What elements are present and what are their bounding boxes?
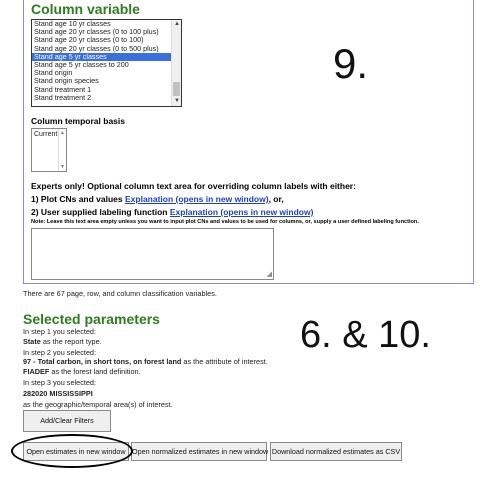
report-type-value: State	[23, 337, 41, 346]
listbox-option[interactable]: Stand age 10 yr classes	[34, 19, 111, 28]
temporal-scrollbar[interactable]	[58, 129, 66, 171]
attribute-line	[23, 357, 268, 366]
attribute-rest: as the attribute of interest.	[181, 357, 268, 366]
resize-grip-icon[interactable]: ◢	[266, 271, 272, 278]
temporal-basis-option[interactable]: Current	[34, 131, 58, 138]
step3-text: In step 3 you selected:	[23, 378, 97, 387]
column-labels-textarea[interactable]	[31, 228, 274, 280]
listbox-option[interactable]: Stand age 20 yr classes (0 to 100 plus)	[34, 27, 159, 37]
listbox-scrollbar[interactable]	[171, 20, 181, 106]
land-definition-value: FIADEF	[23, 367, 50, 376]
land-definition-line	[23, 367, 141, 376]
add-clear-filters-button[interactable]: Add/Clear Filters	[23, 410, 111, 432]
land-definition-rest: as the forest land definition.	[49, 367, 141, 376]
annotation-six-ten: 6. & 10.	[300, 314, 431, 356]
report-type-line	[23, 337, 102, 346]
item1-prefix: 1) Plot CNs and values	[31, 194, 125, 204]
temporal-basis-label: Column temporal basis	[31, 116, 125, 126]
item1-suffix: , or,	[268, 194, 284, 204]
scroll-up-icon[interactable]: ▲	[60, 130, 65, 136]
explanation-link-1[interactable]: Explanation (opens in new window)	[125, 194, 269, 204]
attribute-value: 97 - Total carbon, in short tons, on forest land	[23, 357, 182, 366]
scroll-down-icon[interactable]: ▼	[174, 98, 180, 104]
listbox-option[interactable]: Stand age 20 yr classes (0 to 500 plus)	[34, 43, 159, 53]
area-rest: as the geographic/temporal area(s) of interest.	[23, 400, 173, 409]
open-normalized-button[interactable]: Open normalized estimates in new window	[131, 442, 267, 461]
listbox-option[interactable]: Stand treatment 2	[34, 92, 92, 102]
area-code: 282020	[23, 389, 48, 398]
classification-count-text: There are 67 page, row, and column classification variables.	[23, 289, 217, 298]
listbox-option[interactable]: Stand age 5 yr classes to 200	[34, 59, 129, 69]
experts-item-1	[31, 194, 284, 204]
selected-parameters-title: Selected parameters	[23, 311, 160, 327]
experts-heading: Experts only! Optional column text area for overriding column labels with either:	[31, 181, 356, 191]
area-line	[23, 389, 93, 398]
listbox-option[interactable]: Stand origin	[34, 68, 73, 78]
scroll-down-icon[interactable]: ▼	[60, 164, 65, 170]
area-name: MISSISSIPPI	[49, 389, 93, 398]
report-type-rest: as the report type.	[40, 337, 102, 346]
temporal-basis-select[interactable]	[31, 128, 67, 172]
open-estimates-button[interactable]: Open estimates in new window	[23, 442, 129, 461]
experts-note: Note: Leave this text area empty unless you want to input plot CNs and values to be used for columns, or, supply a user defined labeling function.	[31, 219, 419, 225]
item2-prefix: 2) User supplied labeling function	[31, 207, 170, 217]
explanation-link-2[interactable]: Explanation (opens in new window)	[169, 207, 314, 217]
step1-text: In step 1 you selected:	[23, 327, 97, 336]
highlight-oval	[11, 434, 133, 468]
listbox-option[interactable]: Stand age 20 yr classes (0 to 100)	[34, 35, 144, 45]
listbox-option[interactable]: Stand age 5 yr classes	[32, 53, 171, 61]
step2-text: In step 2 you selected:	[23, 348, 97, 357]
column-variable-title: Column variable	[31, 1, 140, 17]
listbox-option[interactable]: Stand treatment 1	[34, 84, 92, 94]
experts-item-2	[31, 207, 313, 217]
scrollbar-thumb[interactable]	[173, 82, 180, 96]
listbox-option[interactable]: Stand origin species	[34, 76, 99, 86]
scroll-up-icon[interactable]: ▲	[174, 21, 180, 27]
column-variable-listbox[interactable]	[31, 19, 182, 107]
download-csv-button[interactable]: Download normalized estimates as CSV	[270, 442, 402, 461]
annotation-nine: 9.	[333, 40, 369, 87]
